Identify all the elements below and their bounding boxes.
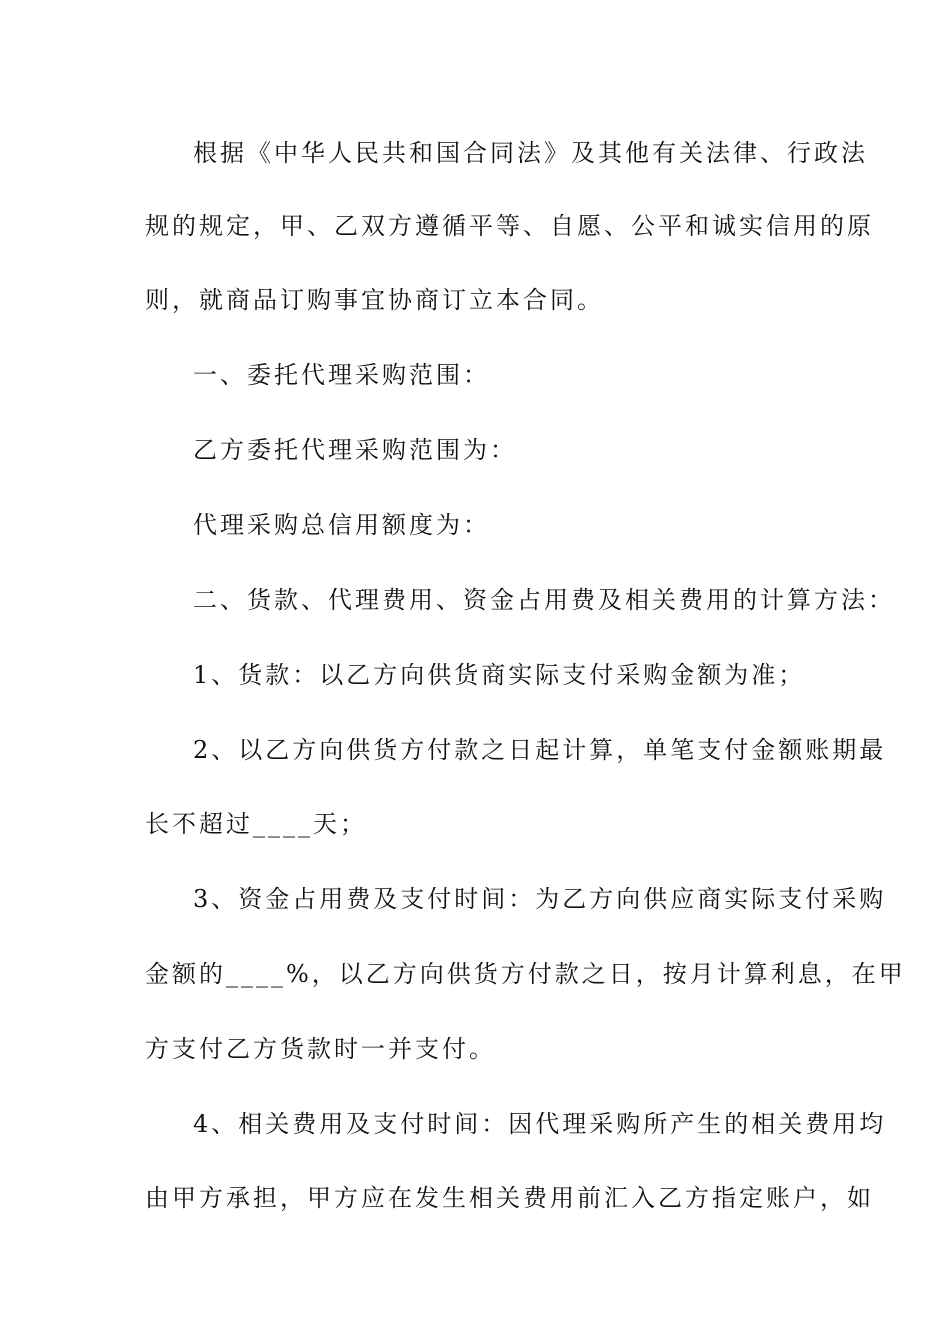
clause-line: 2、以乙方向供货方付款之日起计算，单笔支付金额账期最 — [193, 736, 887, 764]
clause-line: 由甲方承担，甲方应在发生相关费用前汇入乙方指定账户，如 — [145, 1184, 874, 1212]
paragraph-line: 代理采购总信用额度为： — [193, 511, 490, 539]
section-heading: 二、货款、代理费用、资金占用费及相关费用的计算方法： — [193, 586, 895, 614]
clause-line: 长不超过____天； — [145, 810, 367, 838]
section-heading: 一、委托代理采购范围： — [193, 361, 490, 389]
paragraph-line: 则，就商品订购事宜协商订立本合同。 — [145, 286, 604, 314]
paragraph-line: 根据《中华人民共和国合同法》及其他有关法律、行政法 — [193, 139, 868, 167]
paragraph-line: 规的规定，甲、乙双方遵循平等、自愿、公平和诚实信用的原 — [145, 212, 874, 240]
clause-line: 1、货款：以乙方向供货商实际支付采购金额为准； — [193, 661, 806, 689]
clause-line: 4、相关费用及支付时间：因代理采购所产生的相关费用均 — [193, 1110, 887, 1138]
paragraph-line: 乙方委托代理采购范围为： — [193, 436, 517, 464]
clause-line: 方支付乙方货款时一并支付。 — [145, 1035, 496, 1063]
clause-line: 3、资金占用费及支付时间：为乙方向供应商实际支付采购 — [193, 885, 887, 913]
clause-line: 金额的____%，以乙方向供货方付款之日，按月计算利息，在甲 — [145, 960, 906, 988]
